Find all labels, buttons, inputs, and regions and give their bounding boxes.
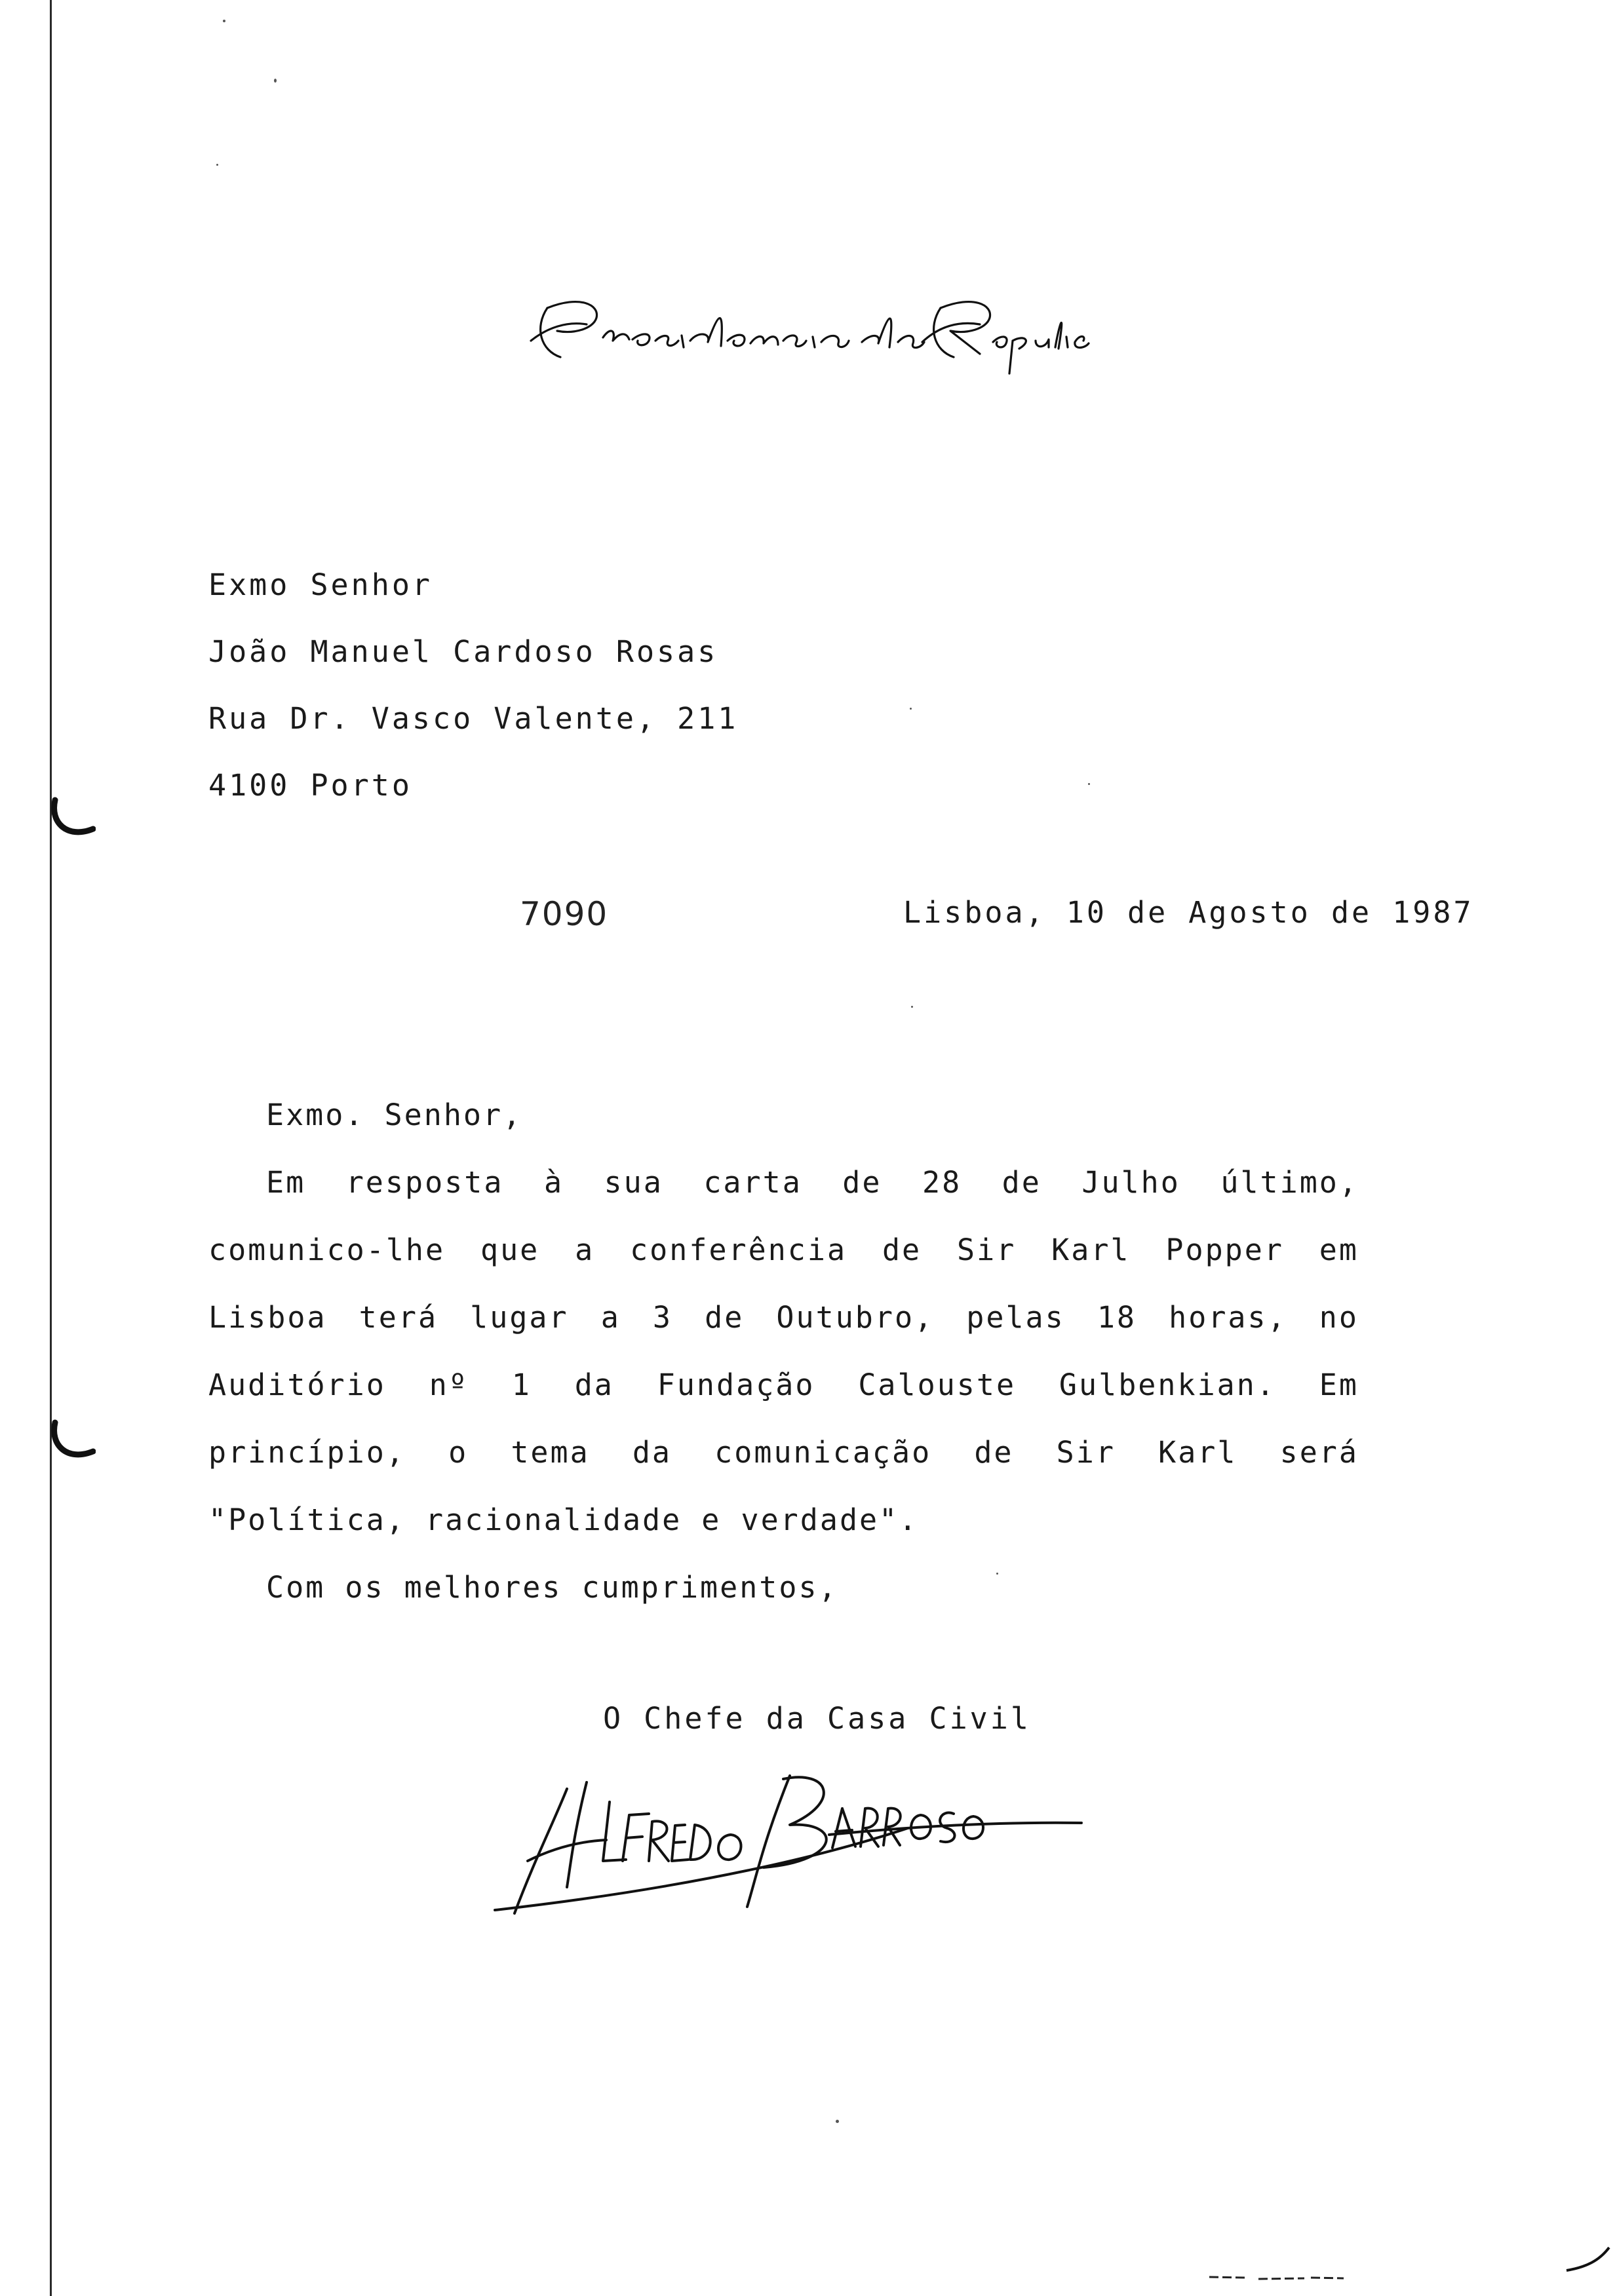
binder-hole-mark-bottom	[47, 1419, 96, 1463]
recipient-salutation: Exmo Senhor	[208, 567, 433, 602]
paper-speck	[274, 79, 277, 83]
paper-speck	[996, 1573, 998, 1575]
recipient-name: João Manuel Cardoso Rosas	[208, 634, 718, 669]
paper-speck	[216, 164, 218, 166]
letter-body	[208, 1081, 1359, 1621]
recipient-street: Rua Dr. Vasco Valente, 211	[208, 701, 739, 736]
letter-paragraph: Em resposta à sua carta de 28 de Julho último, comunico-lhe que a conferência de Sir Karl Popper em Lisboa terá lugar a 3 de Outubro, pelas 18 horas, no Auditório nº 1 da Fundação Calouste Gulbenkian. Em princípio, o tema da comunicação de Sir Karl será "Política, racionalidade e verdade".	[208, 1165, 1359, 1537]
letter-closing: Com os melhores cumprimentos,	[266, 1570, 838, 1605]
place-date: Lisboa, 10 de Agosto de 1987	[903, 895, 1474, 930]
reference-number: 7090	[520, 895, 609, 933]
signatory-title: O Chefe da Casa Civil	[603, 1701, 1031, 1736]
paper-speck	[910, 708, 912, 710]
corner-mark	[1560, 2241, 1612, 2280]
handwritten-signature	[488, 1763, 1091, 1940]
letter-greeting: Exmo. Senhor,	[266, 1098, 523, 1132]
binder-hole-mark-top	[47, 796, 96, 841]
bottom-smudge	[1206, 2267, 1363, 2287]
paper-speck	[911, 1006, 913, 1008]
recipient-city: 4100 Porto	[208, 768, 412, 803]
page-left-edge	[50, 0, 52, 2296]
paper-speck	[836, 2120, 839, 2123]
paper-speck	[223, 20, 225, 22]
presidencia-letterhead-logo	[521, 288, 1091, 380]
paper-speck	[1088, 783, 1090, 785]
